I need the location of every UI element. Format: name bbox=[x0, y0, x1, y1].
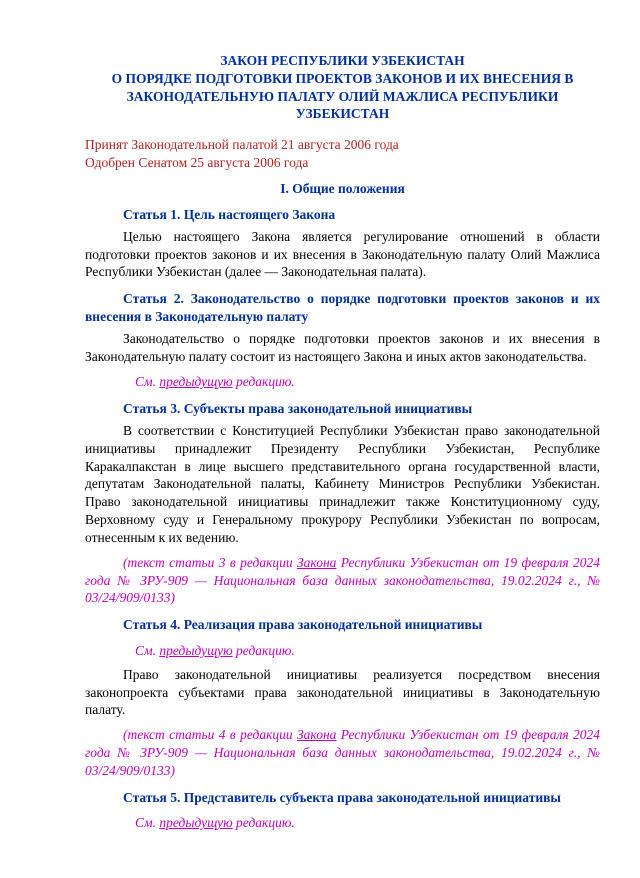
see-previous-edition-note bbox=[85, 814, 600, 832]
law-kicker: ЗАКОН РЕСПУБЛИКИ УЗБЕКИСТАН bbox=[220, 53, 465, 68]
article-3-paragraph: В соответствии с Конституцией Республики Узбекистан право законодательной инициативы принадлежит Президенту Республики Узбекистан, Республике Каракалпакстан в лице высшего представительного органа государственной власти, депутатам Законодательной палаты, Кабинету Министров Республики Узбекистан. Право законодательной инициативы принадлежит также Конституционному суду, Верховному суду и Генеральному прокурору Республики Узбекистан по вопросам, отнесенным к их ведению. bbox=[85, 423, 600, 545]
revision-note-pre: (текст статьи 4 в редакции bbox=[123, 727, 297, 743]
law-title: О ПОРЯДКЕ ПОДГОТОВКИ ПРОЕКТОВ ЗАКОНОВ И ИХ ВНЕСЕНИЯ В ЗАКОНОДАТЕЛЬНУЮ ПАЛАТУ ОЛИЙ МАЖЛИСА РЕСПУБЛИКИ УЗБЕКИСТАН bbox=[111, 70, 574, 122]
article-5-heading: Статья 5. Представитель субъекта права законодательной инициативы bbox=[123, 789, 561, 805]
revision-note-post: Республики Узбекистан от 19 февраля 2024 года № ЗРУ-909 — Национальная база данных законодательства, 19.02.2024 г., № 03/24/909/0133) bbox=[85, 727, 600, 778]
article-3-revision-note bbox=[85, 554, 600, 607]
see-previous-pre: См. bbox=[135, 642, 160, 658]
see-previous-post: редакцию. bbox=[232, 374, 295, 390]
article-1-heading: Статья 1. Цель настоящего Закона bbox=[123, 206, 336, 222]
previous-edition-link[interactable]: предыдущую bbox=[159, 642, 233, 658]
revision-note-post: Республики Узбекистан от 19 февраля 2024 года № ЗРУ-909 — Национальная база данных законодательства, 19.02.2024 г., № 03/24/909/0133) bbox=[85, 554, 600, 606]
revision-note-pre: (текст статьи 3 в редакции bbox=[123, 554, 297, 570]
see-previous-post: редакцию. bbox=[232, 815, 295, 831]
see-previous-pre: См. bbox=[135, 374, 160, 390]
law-reference-link[interactable]: Закона bbox=[297, 554, 337, 570]
approval-line: Одобрен Сенатом 25 августа 2006 года bbox=[85, 155, 309, 171]
article-4-paragraph: Право законодательной инициативы реализуется посредством внесения законопроекта субъектами права законодательной инициативы в Законодательную палату. bbox=[85, 666, 600, 718]
previous-edition-link[interactable]: предыдущую bbox=[159, 374, 233, 390]
article-2-paragraph: Законодательство о порядке подготовки проектов законов и их внесения в Законодательную палату состоит из настоящего Закона и иных актов законодательства. bbox=[85, 330, 600, 364]
article-4-heading: Статья 4. Реализация права законодательной инициативы bbox=[123, 617, 483, 633]
law-reference-link[interactable]: Закона bbox=[297, 727, 337, 743]
see-previous-edition-note bbox=[85, 642, 600, 660]
article-4-revision-note bbox=[85, 726, 600, 779]
article-1-paragraph: Целью настоящего Закона является регулирование отношений в области подготовки проектов законов и их внесения в Законодательную палату Олий Мажлиса Республики Узбекистан (далее — Законодательная палата). bbox=[85, 228, 600, 280]
section-1-heading: I. Общие положения bbox=[280, 180, 405, 196]
article-2-heading: Статья 2. Законодательство о порядке подготовки проектов законов и их внесения в Законодательную палату bbox=[85, 291, 600, 324]
previous-edition-link[interactable]: предыдущую bbox=[159, 815, 233, 831]
see-previous-pre: См. bbox=[135, 815, 160, 831]
see-previous-post: редакцию. bbox=[232, 642, 295, 658]
adoption-line: Принят Законодательной палатой 21 августа 2006 года bbox=[85, 137, 399, 153]
see-previous-edition-note bbox=[85, 373, 600, 391]
article-3-heading: Статья 3. Субъекты права законодательной инициативы bbox=[123, 401, 473, 417]
